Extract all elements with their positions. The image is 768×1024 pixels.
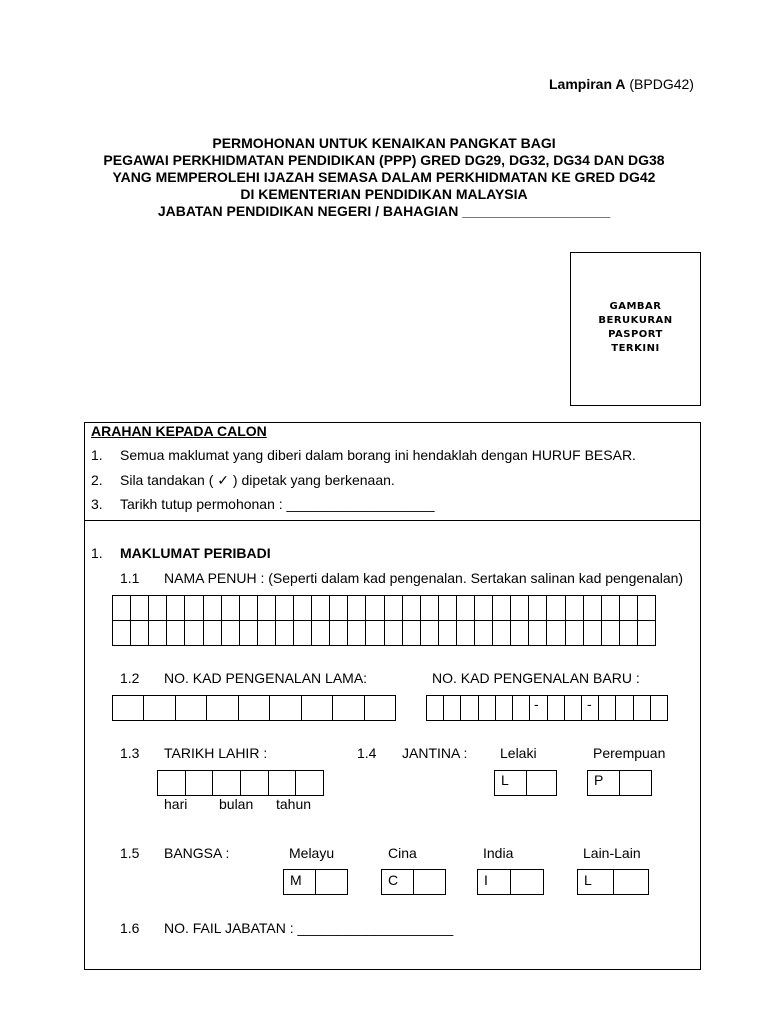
ic-lama-digit-cell[interactable] xyxy=(112,695,144,721)
ic-baru-digit-cell[interactable] xyxy=(512,695,530,721)
nama-char-cell[interactable] xyxy=(347,595,366,621)
nama-char-cell[interactable] xyxy=(130,620,149,646)
nama-char-cell[interactable] xyxy=(239,620,258,646)
nama-char-cell[interactable] xyxy=(565,620,584,646)
nama-char-cell[interactable] xyxy=(311,595,330,621)
nama-char-cell[interactable] xyxy=(619,595,638,621)
nama-char-cell[interactable] xyxy=(384,620,403,646)
nama-char-cell[interactable] xyxy=(329,595,348,621)
title-line-4: DI KEMENTERIAN PENDIDIKAN MALAYSIA xyxy=(240,186,528,202)
tarikh-digit-cell[interactable] xyxy=(185,770,213,796)
nama-char-cell[interactable] xyxy=(257,620,276,646)
nama-char-cell[interactable] xyxy=(438,620,457,646)
nama-char-cell[interactable] xyxy=(329,620,348,646)
bangsa-melayu-code-cell xyxy=(283,869,316,895)
bangsa-melayu-label: Melayu xyxy=(289,845,335,861)
nama-char-cell[interactable] xyxy=(474,620,493,646)
jantina-label: JANTINA : xyxy=(402,745,468,761)
tarikh-hari: hari xyxy=(164,796,188,812)
nama-char-cell[interactable] xyxy=(510,595,529,621)
jantina-perempuan-label: Perempuan xyxy=(593,745,666,761)
nama-char-cell[interactable] xyxy=(275,595,294,621)
instruction-1-text: Semua maklumat yang diberi dalam borang ini hendaklah dengan HURUF BESAR. xyxy=(120,447,636,463)
nama-char-cell[interactable] xyxy=(148,595,167,621)
ic-num: 1.2 xyxy=(120,670,140,686)
bangsa-melayu-code: M xyxy=(290,872,302,888)
bangsa-lain-label: Lain-Lain xyxy=(583,845,641,861)
jantina-lelaki-label: Lelaki xyxy=(500,745,537,761)
tarikh-digit-cell[interactable] xyxy=(212,770,241,796)
photo-label-line-4: TERKINI xyxy=(611,343,660,354)
nama-char-cell[interactable] xyxy=(184,620,204,646)
ic-baru-digit-cell[interactable] xyxy=(426,695,444,721)
ic-lama-digit-cell[interactable] xyxy=(364,695,396,721)
nama-char-cell[interactable] xyxy=(402,620,421,646)
fail-num: 1.6 xyxy=(120,920,140,936)
nama-char-cell[interactable] xyxy=(239,595,258,621)
nama-char-cell[interactable] xyxy=(221,620,240,646)
bangsa-lain-code: L xyxy=(584,872,592,888)
nama-char-cell[interactable] xyxy=(184,595,204,621)
ic-baru-digit-cell[interactable] xyxy=(443,695,461,721)
nama-char-cell[interactable] xyxy=(438,595,457,621)
section-1-num: 1. xyxy=(91,545,103,561)
ic-baru-digit-cell[interactable] xyxy=(615,695,634,721)
photo-label-line-3: PASPORT xyxy=(608,329,663,340)
ic-baru-digit-cell[interactable] xyxy=(564,695,582,721)
nama-char-cell[interactable] xyxy=(546,620,566,646)
nama-char-cell[interactable] xyxy=(257,595,276,621)
nama-char-cell[interactable] xyxy=(456,595,475,621)
nama-char-cell[interactable] xyxy=(546,595,566,621)
bangsa-cina-code: C xyxy=(388,872,399,888)
jantina-lelaki-code-cell xyxy=(494,770,527,796)
nama-char-cell[interactable] xyxy=(311,620,330,646)
ic-lama-digit-cell[interactable] xyxy=(332,695,365,721)
ic-lama-digit-cell[interactable] xyxy=(143,695,176,721)
jantina-lelaki-code: L xyxy=(501,772,509,788)
instruction-2-text: Sila tandakan ( ✓ ) dipetak yang berkenaan. xyxy=(120,472,395,488)
title-line-5: JABATAN PENDIDIKAN NEGERI / BAHAGIAN ___________________ xyxy=(157,203,611,219)
ic-baru-label: NO. KAD PENGENALAN BARU : xyxy=(432,670,640,686)
bangsa-cina-code-cell xyxy=(381,869,414,895)
tarikh-tahun: tahun xyxy=(276,796,312,812)
instruction-3-num: 3. xyxy=(91,496,103,512)
bangsa-num: 1.5 xyxy=(120,845,140,861)
ic-lama-label: NO. KAD PENGENALAN LAMA: xyxy=(164,670,368,686)
nama-char-cell[interactable] xyxy=(293,620,312,646)
nama-char-cell[interactable] xyxy=(365,595,385,621)
tarikh-digit-cell[interactable] xyxy=(157,770,186,796)
nama-char-cell[interactable] xyxy=(402,595,421,621)
instruction-2-num: 2. xyxy=(91,472,103,488)
nama-char-cell[interactable] xyxy=(275,620,294,646)
nama-char-cell[interactable] xyxy=(347,620,366,646)
nama-char-cell[interactable] xyxy=(148,620,167,646)
bangsa-cina-checkbox[interactable] xyxy=(413,869,446,895)
tarikh-digit-cell[interactable] xyxy=(240,770,269,796)
lampiran-label: Lampiran A xyxy=(549,76,626,92)
nama-char-cell[interactable] xyxy=(619,620,638,646)
ic-dash-1: - xyxy=(534,696,539,712)
photo-label-line-1: GAMBAR xyxy=(609,301,662,312)
jantina-perempuan-checkbox[interactable] xyxy=(619,770,652,796)
bangsa-label: BANGSA : xyxy=(164,845,230,861)
bangsa-india-code: I xyxy=(484,872,488,888)
bangsa-india-checkbox[interactable] xyxy=(510,869,544,895)
tarikh-digit-cell[interactable] xyxy=(268,770,296,796)
nama-char-cell[interactable] xyxy=(492,595,511,621)
lampiran-code: (BPDG42) xyxy=(629,76,694,92)
lampiran-header xyxy=(549,76,694,92)
nama-char-cell[interactable] xyxy=(365,620,385,646)
nama-char-cell[interactable] xyxy=(293,595,312,621)
nama-char-cell[interactable] xyxy=(583,595,602,621)
instructions-divider xyxy=(84,520,701,521)
nama-char-cell[interactable] xyxy=(474,595,493,621)
ic-baru-digit-cell[interactable] xyxy=(478,695,496,721)
instruction-3-text: Tarikh tutup permohonan : ___________________ xyxy=(120,496,435,512)
jantina-perempuan-code-cell xyxy=(587,770,620,796)
nama-char-cell[interactable] xyxy=(528,620,547,646)
nama-char-cell[interactable] xyxy=(166,620,185,646)
bangsa-lain-checkbox[interactable] xyxy=(613,869,649,895)
nama-char-cell[interactable] xyxy=(637,620,656,646)
ic-baru-digit-cell[interactable] xyxy=(460,695,479,721)
ic-baru-digit-cell[interactable] xyxy=(547,695,565,721)
ic-baru-digit-cell[interactable] xyxy=(650,695,668,721)
nama-char-cell[interactable] xyxy=(583,620,602,646)
nama-char-cell[interactable] xyxy=(384,595,403,621)
nama-label: NAMA PENUH : (Seperti dalam kad pengenalan. Sertakan salinan kad pengenalan) xyxy=(164,570,684,586)
jantina-perempuan-code: P xyxy=(594,772,604,788)
nama-char-cell[interactable] xyxy=(492,620,511,646)
jantina-num: 1.4 xyxy=(357,745,377,761)
bangsa-india-label: India xyxy=(483,845,514,861)
bangsa-cina-label: Cina xyxy=(388,845,417,861)
ic-lama-digit-cell[interactable] xyxy=(175,695,207,721)
tarikh-label: TARIKH LAHIR : xyxy=(164,745,268,761)
fail-label: NO. FAIL JABATAN : ____________________ xyxy=(164,920,454,936)
nama-num: 1.1 xyxy=(120,570,140,586)
title-line-1: PERMOHONAN UNTUK KENAIKAN PANGKAT BAGI xyxy=(212,135,556,151)
ic-lama-digit-cell[interactable] xyxy=(269,695,302,721)
tarikh-digit-cell[interactable] xyxy=(295,770,324,796)
nama-char-cell[interactable] xyxy=(166,595,185,621)
instructions-heading: ARAHAN KEPADA CALON xyxy=(91,423,267,439)
bangsa-melayu-checkbox[interactable] xyxy=(315,869,348,895)
ic-lama-digit-cell[interactable] xyxy=(301,695,333,721)
nama-char-cell[interactable] xyxy=(420,595,439,621)
nama-char-cell[interactable] xyxy=(112,620,131,646)
nama-char-cell[interactable] xyxy=(528,595,547,621)
nama-char-cell[interactable] xyxy=(601,620,620,646)
ic-dash-2: - xyxy=(587,696,592,712)
jantina-lelaki-checkbox[interactable] xyxy=(526,770,557,796)
nama-char-cell[interactable] xyxy=(565,595,584,621)
nama-char-cell[interactable] xyxy=(203,620,222,646)
ic-baru-digit-cell[interactable] xyxy=(495,695,513,721)
photo-label-line-2: BERUKURAN xyxy=(598,315,673,326)
nama-char-cell[interactable] xyxy=(420,620,439,646)
nama-char-cell[interactable] xyxy=(221,595,240,621)
instruction-1-num: 1. xyxy=(91,447,103,463)
tarikh-bulan: bulan xyxy=(219,796,254,812)
ic-baru-digit-cell[interactable] xyxy=(633,695,651,721)
nama-char-cell[interactable] xyxy=(130,595,149,621)
nama-char-cell[interactable] xyxy=(112,595,131,621)
nama-char-cell[interactable] xyxy=(601,595,620,621)
bangsa-lain-code-cell xyxy=(577,869,614,895)
section-1-heading: MAKLUMAT PERIBADI xyxy=(120,545,271,561)
ic-lama-digit-cell[interactable] xyxy=(238,695,270,721)
ic-baru-digit-cell[interactable] xyxy=(598,695,616,721)
ic-lama-digit-cell[interactable] xyxy=(206,695,239,721)
nama-char-cell[interactable] xyxy=(637,595,656,621)
nama-char-cell[interactable] xyxy=(510,620,529,646)
title-line-3: YANG MEMPEROLEHI IJAZAH SEMASA DALAM PERKHIDMATAN KE GRED DG42 xyxy=(112,169,656,185)
title-line-2: PEGAWAI PERKHIDMATAN PENDIDIKAN (PPP) GRED DG29, DG32, DG34 DAN DG38 xyxy=(103,152,665,168)
bangsa-india-code-cell xyxy=(477,869,511,895)
nama-char-cell[interactable] xyxy=(203,595,222,621)
tarikh-num: 1.3 xyxy=(120,745,140,761)
passport-photo-box xyxy=(570,252,701,406)
nama-char-cell[interactable] xyxy=(456,620,475,646)
